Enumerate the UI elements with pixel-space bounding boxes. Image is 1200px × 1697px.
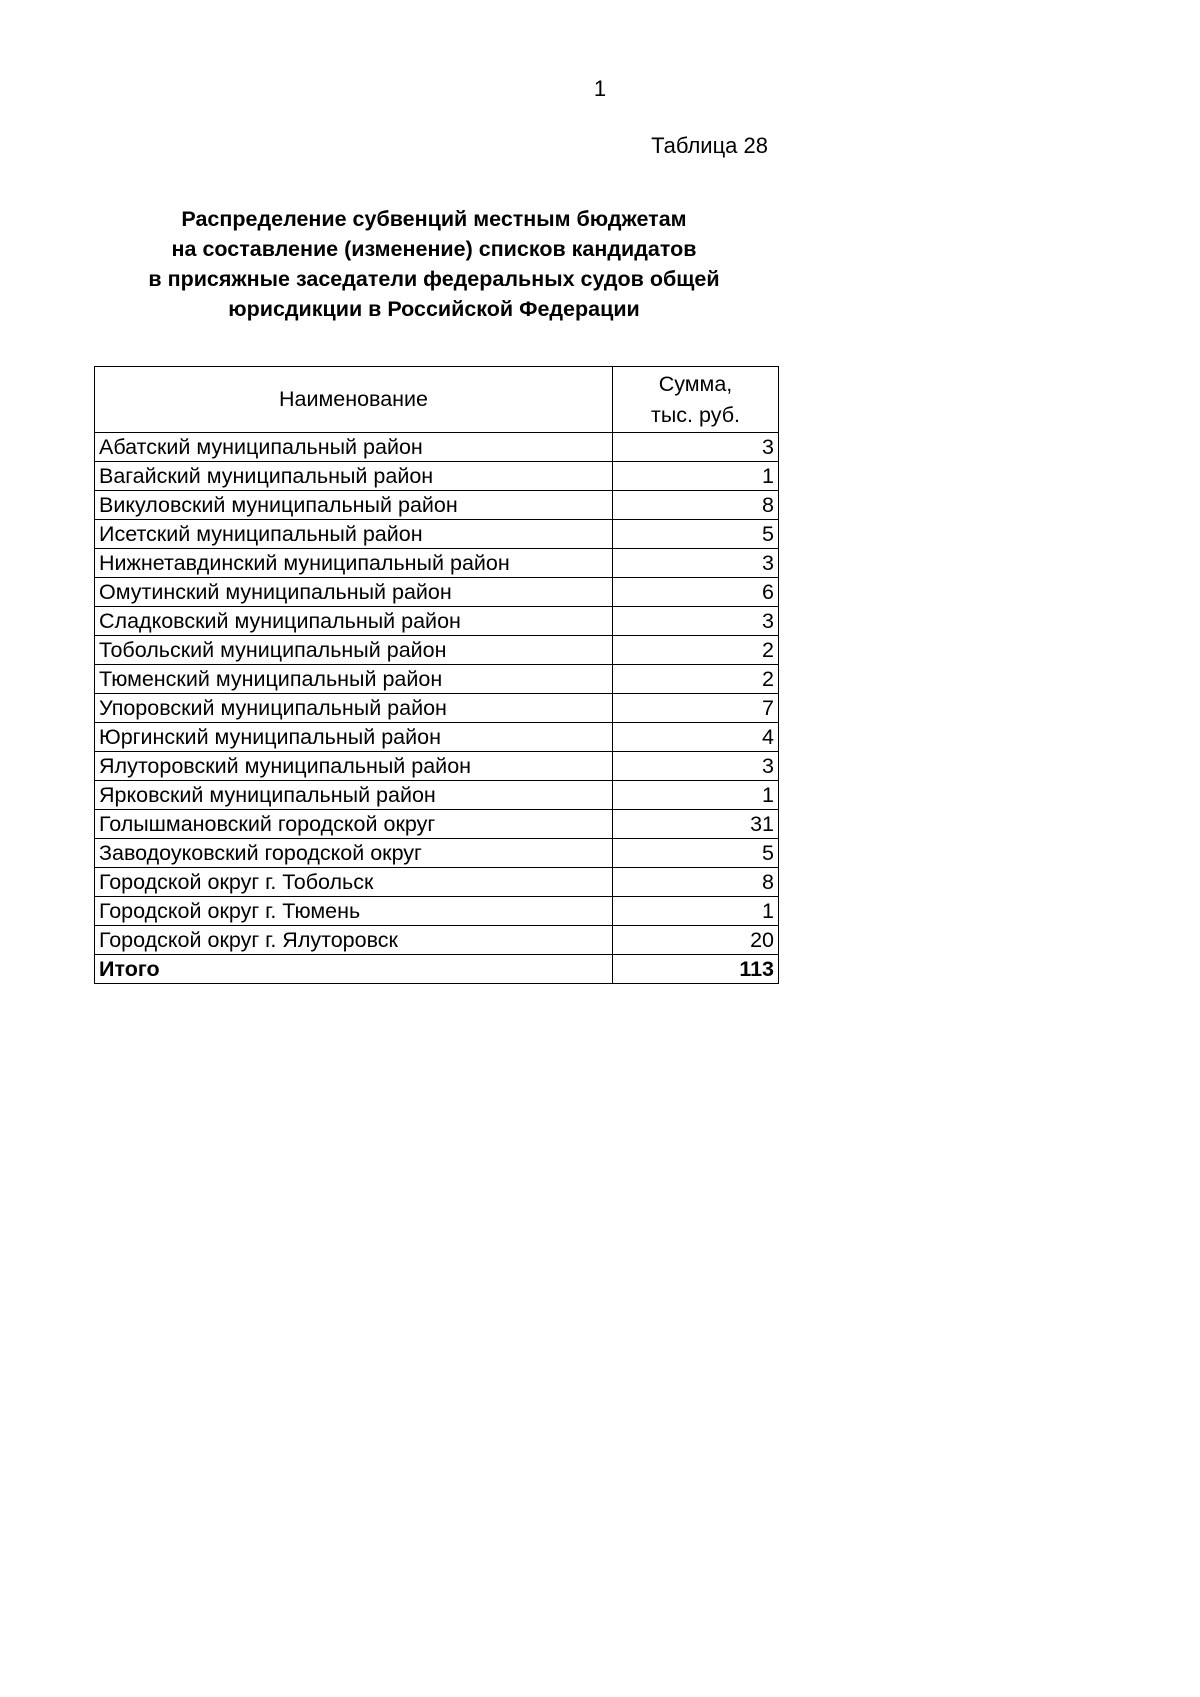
total-row xyxy=(95,955,779,984)
row-name-cell: Городской округ г. Тюмень xyxy=(95,897,613,926)
table-row xyxy=(95,520,779,549)
table-row xyxy=(95,433,779,462)
table-header-row xyxy=(95,367,779,433)
row-name-cell: Упоровский муниципальный район xyxy=(95,694,613,723)
row-name-cell: Ялуторовский муниципальный район xyxy=(95,752,613,781)
row-sum-cell: 4 xyxy=(613,723,779,752)
table-row xyxy=(95,462,779,491)
row-sum-cell: 3 xyxy=(613,752,779,781)
row-sum-cell: 31 xyxy=(613,810,779,839)
table-row xyxy=(95,607,779,636)
row-sum-cell: 3 xyxy=(613,549,779,578)
row-sum-cell: 5 xyxy=(613,520,779,549)
row-name-cell: Сладковский муниципальный район xyxy=(95,607,613,636)
row-name-cell: Заводоуковский городской округ xyxy=(95,839,613,868)
row-name-cell: Вагайский муниципальный район xyxy=(95,462,613,491)
table-row xyxy=(95,926,779,955)
title-line: в присяжные заседатели федеральных судов общей xyxy=(148,267,720,291)
table-row xyxy=(95,491,779,520)
header-name: Наименование xyxy=(95,367,613,433)
row-name-cell: Ярковский муниципальный район xyxy=(95,781,613,810)
row-name-cell: Абатский муниципальный район xyxy=(95,433,613,462)
row-name-cell: Городской округ г. Тобольск xyxy=(95,868,613,897)
table-row xyxy=(95,665,779,694)
row-name-cell: Нижнетавдинский муниципальный район xyxy=(95,549,613,578)
row-sum-cell: 1 xyxy=(613,897,779,926)
header-sum-line1: Сумма, xyxy=(658,371,733,396)
row-sum-cell: 6 xyxy=(613,578,779,607)
page-number: 1 xyxy=(593,76,607,101)
row-name-cell: Голышмановский городской округ xyxy=(95,810,613,839)
row-sum-cell: 3 xyxy=(613,433,779,462)
row-sum-cell: 5 xyxy=(613,839,779,868)
row-sum-cell: 20 xyxy=(613,926,779,955)
row-sum-cell: 7 xyxy=(613,694,779,723)
total-sum-cell: 113 xyxy=(613,955,779,984)
table-row xyxy=(95,636,779,665)
table-row xyxy=(95,694,779,723)
row-name-cell: Городской округ г. Ялуторовск xyxy=(95,926,613,955)
row-sum-cell: 2 xyxy=(613,665,779,694)
table-body xyxy=(95,433,779,984)
row-name-cell: Исетский муниципальный район xyxy=(95,520,613,549)
table-row xyxy=(95,781,779,810)
header-sum xyxy=(613,367,779,433)
row-sum-cell: 8 xyxy=(613,491,779,520)
table-row xyxy=(95,897,779,926)
row-name-cell: Омутинский муниципальный район xyxy=(95,578,613,607)
row-name-cell: Викуловский муниципальный район xyxy=(95,491,613,520)
table-number-label: Таблица 28 xyxy=(651,133,768,158)
table-row xyxy=(95,723,779,752)
table-row xyxy=(95,549,779,578)
subvention-table xyxy=(94,366,779,984)
row-sum-cell: 1 xyxy=(613,462,779,491)
row-name-cell: Тобольский муниципальный район xyxy=(95,636,613,665)
table-row xyxy=(95,752,779,781)
table-row xyxy=(95,578,779,607)
table-row xyxy=(95,868,779,897)
row-name-cell: Тюменский муниципальный район xyxy=(95,665,613,694)
title-line: на составление (изменение) списков кандидатов xyxy=(171,237,697,261)
document-title xyxy=(94,204,774,324)
header-sum-line2: тыс. руб. xyxy=(651,402,740,427)
row-sum-cell: 2 xyxy=(613,636,779,665)
table-row xyxy=(95,839,779,868)
row-sum-cell: 8 xyxy=(613,868,779,897)
total-label-cell: Итого xyxy=(95,955,613,984)
row-name-cell: Юргинский муниципальный район xyxy=(95,723,613,752)
row-sum-cell: 3 xyxy=(613,607,779,636)
title-line: юрисдикции в Российской Федерации xyxy=(228,297,640,321)
table-row xyxy=(95,810,779,839)
row-sum-cell: 1 xyxy=(613,781,779,810)
title-line: Распределение субвенций местным бюджетам xyxy=(181,207,687,231)
